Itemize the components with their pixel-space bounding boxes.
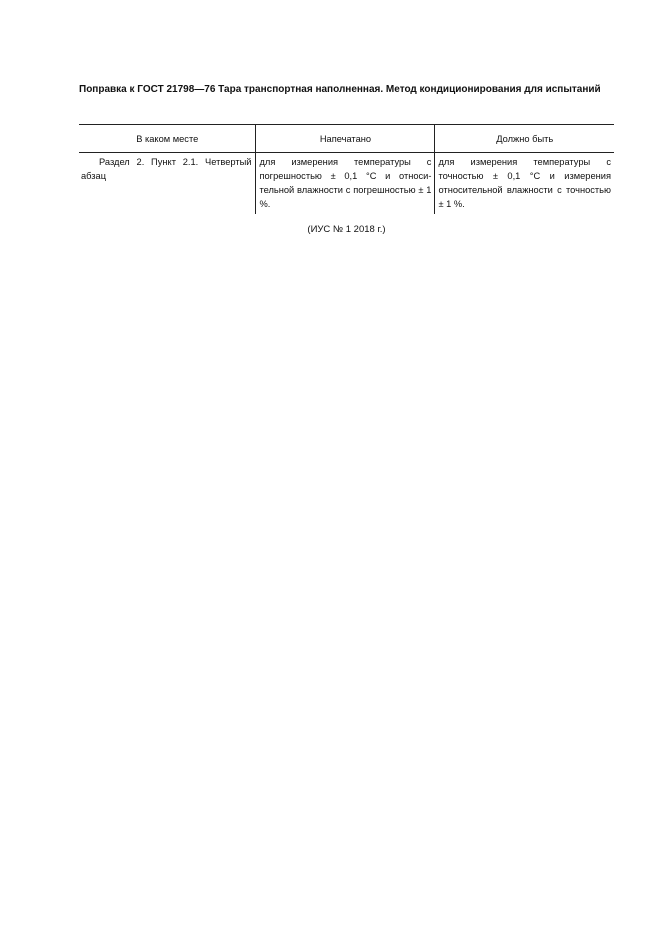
document-title: Поправка к ГОСТ 21798—76 Тара транспортная наполненная. Метод кондиционирования для испытаний bbox=[79, 84, 601, 95]
table-header-row bbox=[79, 125, 614, 153]
table-row bbox=[79, 153, 614, 215]
header-should-be: Должно быть bbox=[435, 125, 614, 153]
header-place: В каком месте bbox=[79, 125, 256, 153]
cell-place: Раздел 2. Пункт 2.1. Четвертый абзац bbox=[81, 157, 252, 181]
cell-should-be: для измерения температуры с точностью ± 0,1 °С и измерения относительной влажности с точностью ± 1 %. bbox=[435, 153, 614, 215]
header-printed: Напечатано bbox=[256, 125, 435, 153]
cell-printed: для измерения температуры с погрешностью ± 0,1 °С и относительной влажности с погрешностью ± 1 %. bbox=[256, 153, 435, 215]
source-note: (ИУС № 1 2018 г.) bbox=[307, 224, 386, 235]
correction-table bbox=[79, 124, 614, 214]
